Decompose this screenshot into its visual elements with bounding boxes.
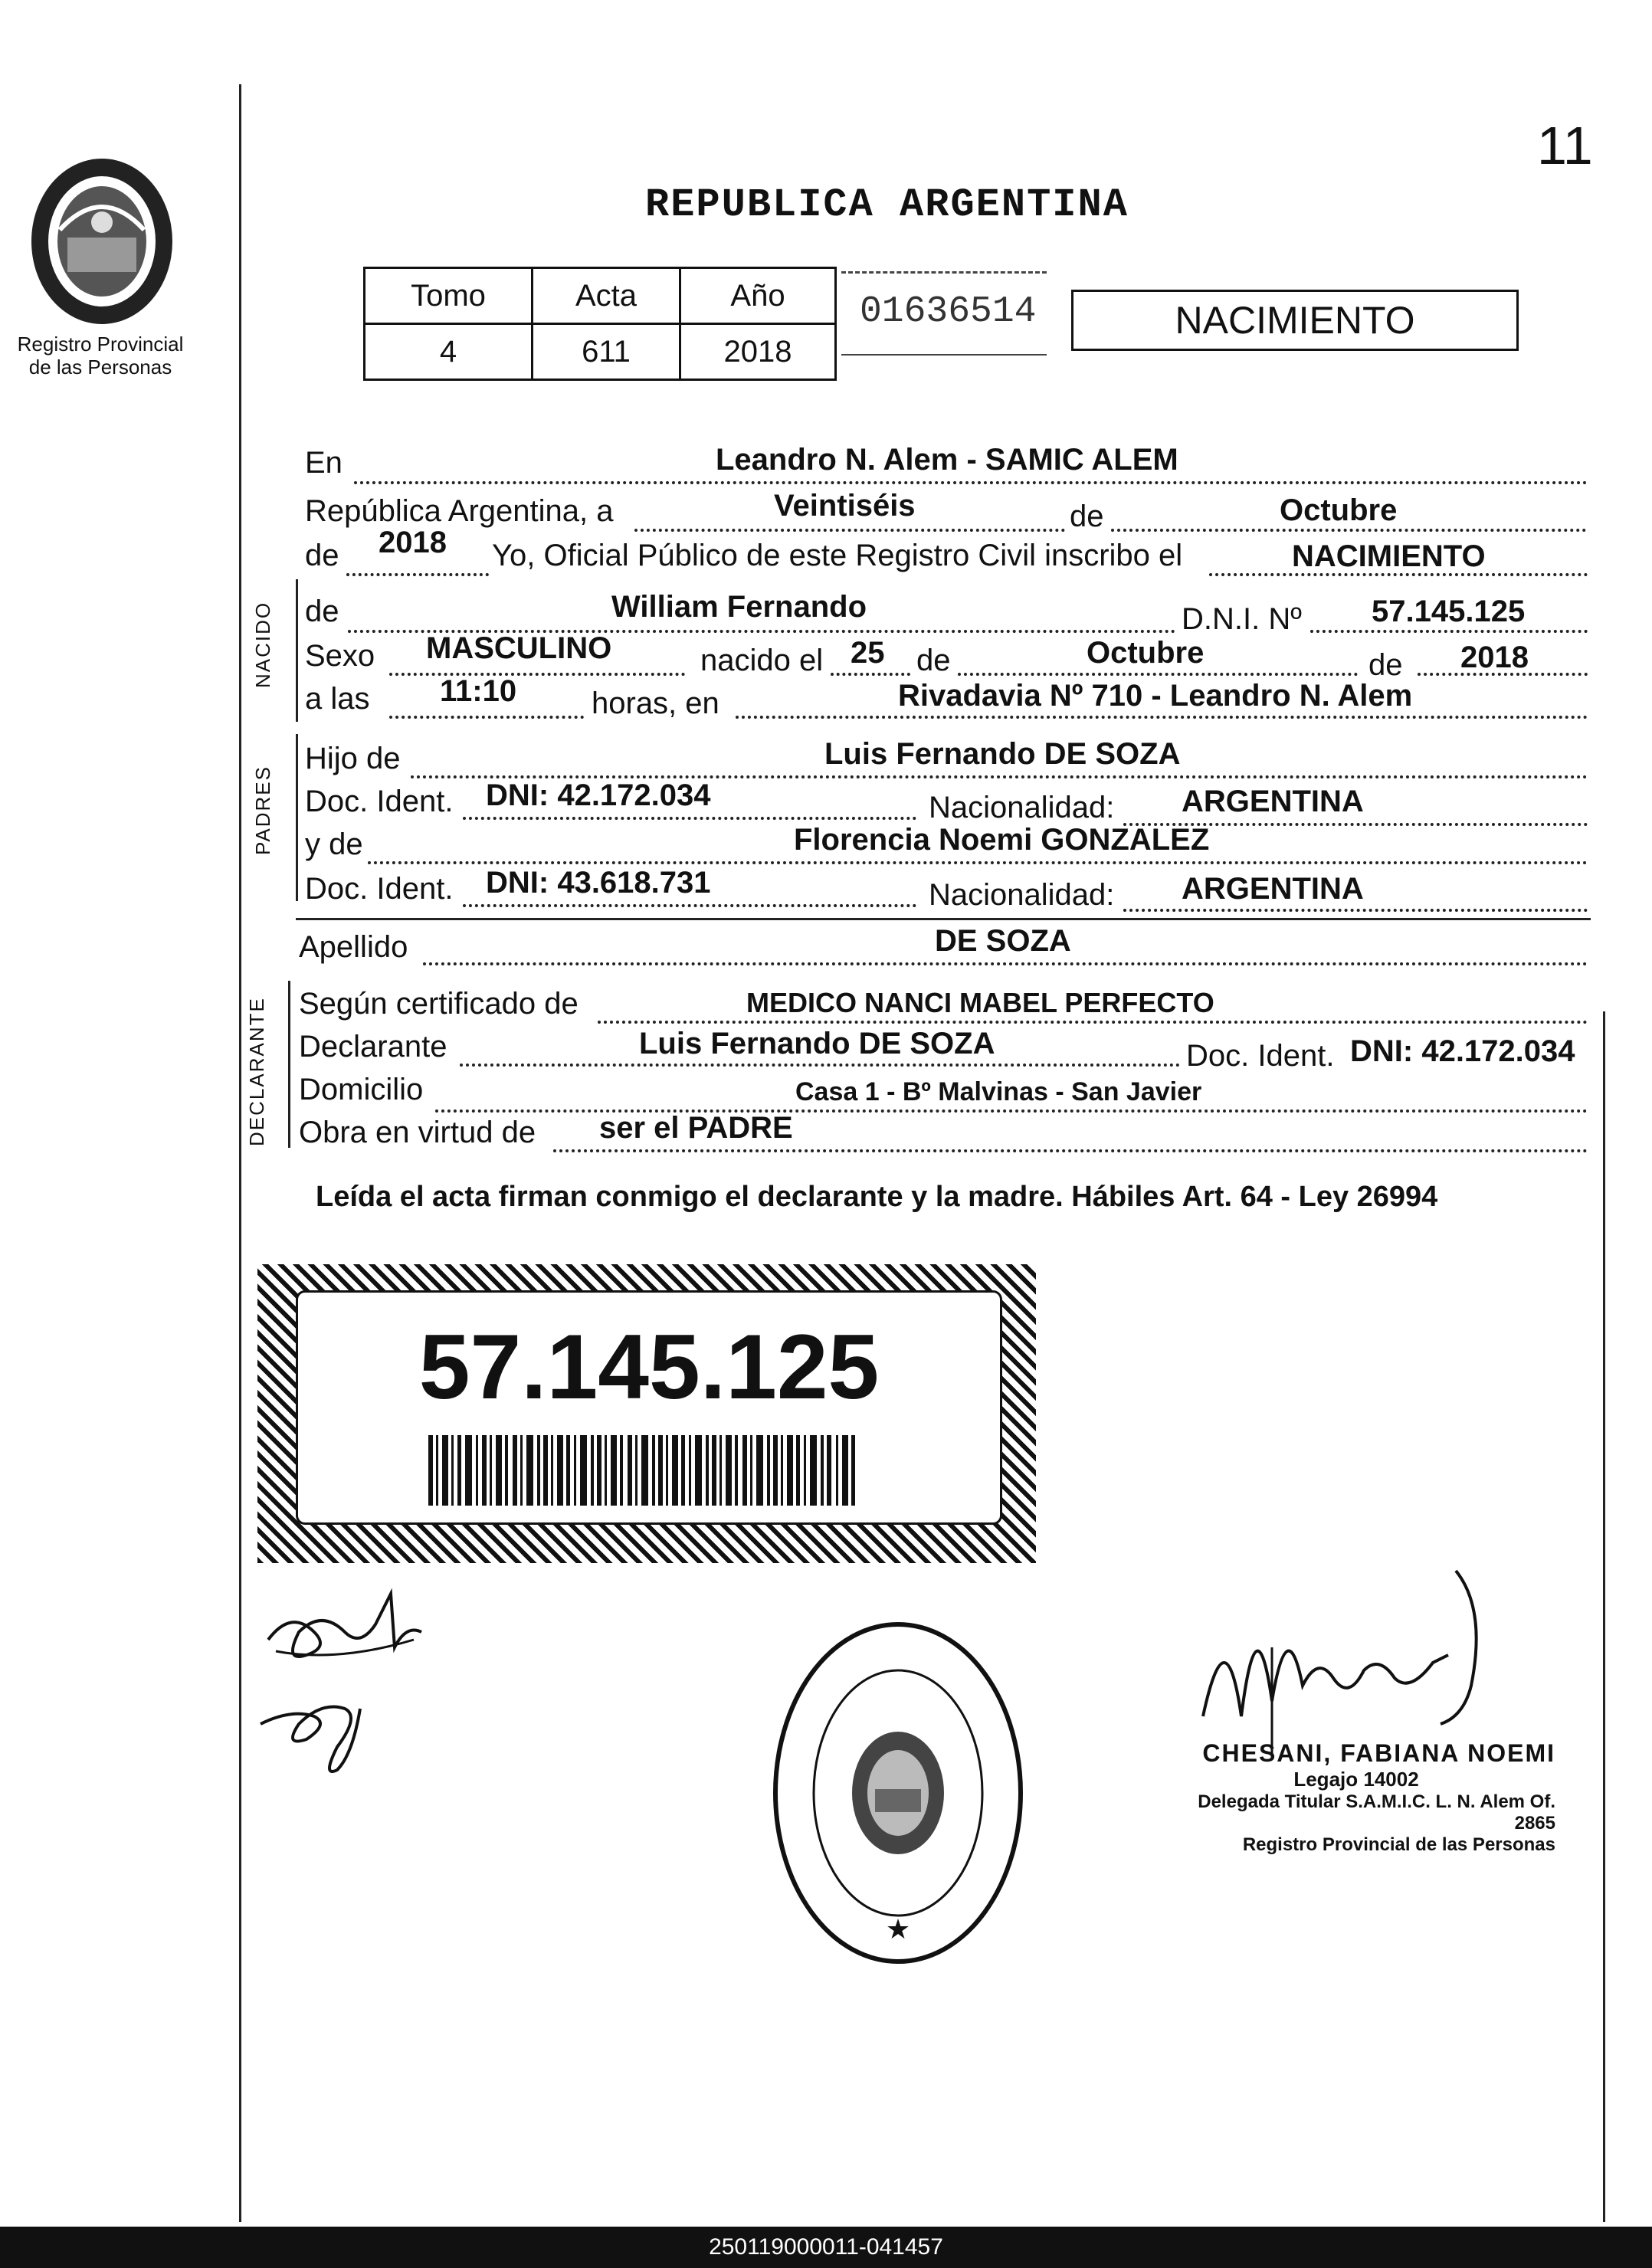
signature-declarant-icon [261, 1578, 437, 1678]
birth-de-label: de [916, 644, 951, 677]
nacido-section-label: NACIDO [251, 601, 274, 688]
nacido-el-label: nacido el [700, 644, 824, 677]
day-value: Veintiséis [774, 489, 916, 523]
header-ano: Año [680, 268, 836, 324]
en-value: Leandro N. Alem - SAMIC ALEM [716, 443, 1178, 477]
yde-label: y de [305, 828, 363, 861]
month-value: Octubre [1280, 493, 1398, 527]
closing-text: Leída el acta firman conmigo el declarante y la madre. Hábiles Art. 64 - Ley 26994 [316, 1181, 1438, 1213]
record-type: NACIMIENTO [1175, 299, 1415, 342]
apellido-value: DE SOZA [935, 924, 1071, 958]
serial-number: 01636514 [860, 291, 1037, 333]
record-table [363, 267, 837, 381]
declarante-section-label: DECLARANTE [245, 997, 268, 1146]
decl-value: Luis Fernando DE SOZA [639, 1027, 995, 1060]
horas-label: horas, en [592, 687, 719, 720]
de-label: de [1070, 500, 1104, 533]
barcode-icon [428, 1435, 857, 1506]
decl-doc: DNI: 42.172.034 [1350, 1034, 1575, 1068]
en-label: En [305, 446, 343, 480]
signature-official-icon [1180, 1563, 1532, 1762]
official-role: Delegada Titular S.A.M.I.C. L. N. Alem Of. 2865 [1198, 1791, 1555, 1834]
decl-label: Declarante [299, 1030, 447, 1064]
inscribo-value: NACIMIENTO [1292, 539, 1486, 573]
mother-nationality: ARGENTINA [1182, 872, 1364, 906]
decl-doc-label: Doc. Ident. [1186, 1039, 1335, 1073]
value-acta: 611 [533, 324, 680, 380]
father-name: Luis Fernando DE SOZA [824, 737, 1181, 771]
id-number-stamp [257, 1264, 1036, 1563]
signature-mother-icon [253, 1678, 383, 1785]
page-number: 11 [1537, 116, 1593, 175]
document-title: REPUBLICA ARGENTINA [645, 182, 1129, 228]
dni-label: D.N.I. Nº [1182, 602, 1302, 636]
republica-label: República Argentina, a [305, 494, 614, 528]
header-acta: Acta [533, 268, 680, 324]
birth-year: 2018 [1460, 641, 1529, 674]
apellido-label: Apellido [299, 930, 408, 964]
official-legajo: Legajo 14002 [1293, 1768, 1419, 1791]
province-seal-icon [21, 153, 182, 329]
sexo-value: MASCULINO [426, 631, 612, 665]
obra-label: Obra en virtud de [299, 1116, 536, 1149]
birth-time: 11:10 [440, 674, 517, 708]
header-tomo: Tomo [365, 268, 533, 324]
svg-text:★: ★ [885, 1914, 911, 1945]
hijo-label: Hijo de [305, 742, 401, 775]
dom-label: Domicilio [299, 1073, 424, 1106]
mother-nat-label: Nacionalidad: [929, 878, 1115, 912]
delegation-seal-icon [768, 1617, 1028, 1969]
official-name: CHESANI, FABIANA NOEMI [1202, 1739, 1555, 1767]
father-nat-label: Nacionalidad: [929, 791, 1115, 824]
nacido-de-label: de [305, 595, 339, 628]
padres-section-label: PADRES [251, 765, 274, 855]
sexo-label: Sexo [305, 639, 375, 673]
footer-code: 250119000011-041457 [0, 2227, 1652, 2268]
registry-caption: Registro Provincial de las Personas [17, 333, 184, 379]
mother-doc: DNI: 43.618.731 [486, 866, 711, 900]
record-type-box [1071, 290, 1519, 351]
de2-label: de [305, 539, 339, 572]
father-doc: DNI: 42.172.034 [486, 778, 711, 812]
id-stamp-number: 57.145.125 [418, 1316, 880, 1418]
year-value: 2018 [379, 526, 447, 559]
birth-day: 25 [851, 636, 885, 670]
mother-name: Florencia Noemi GONZALEZ [794, 823, 1210, 857]
birth-month: Octubre [1087, 636, 1205, 670]
cert-label: Según certificado de [299, 987, 579, 1021]
value-tomo: 4 [365, 324, 533, 380]
mother-doc-label: Doc. Ident. [305, 872, 454, 906]
birth-place: Rivadavia Nº 710 - Leandro N. Alem [898, 679, 1413, 713]
birth-de2-label: de [1368, 648, 1403, 682]
yo-text: Yo, Oficial Público de este Registro Civil inscribo el [492, 539, 1183, 572]
father-doc-label: Doc. Ident. [305, 785, 454, 818]
child-name: William Fernando [611, 590, 867, 624]
official-institution: Registro Provincial de las Personas [1242, 1834, 1555, 1855]
value-ano: 2018 [680, 324, 836, 380]
cert-value: MEDICO NANCI MABEL PERFECTO [746, 987, 1214, 1018]
alas-label: a las [305, 682, 370, 716]
father-nationality: ARGENTINA [1182, 785, 1364, 818]
obra-value: ser el PADRE [599, 1111, 793, 1145]
dom-value: Casa 1 - Bº Malvinas - San Javier [795, 1077, 1202, 1106]
registry-logo [21, 153, 182, 329]
child-dni: 57.145.125 [1372, 595, 1526, 628]
official-block [1157, 1739, 1555, 1856]
